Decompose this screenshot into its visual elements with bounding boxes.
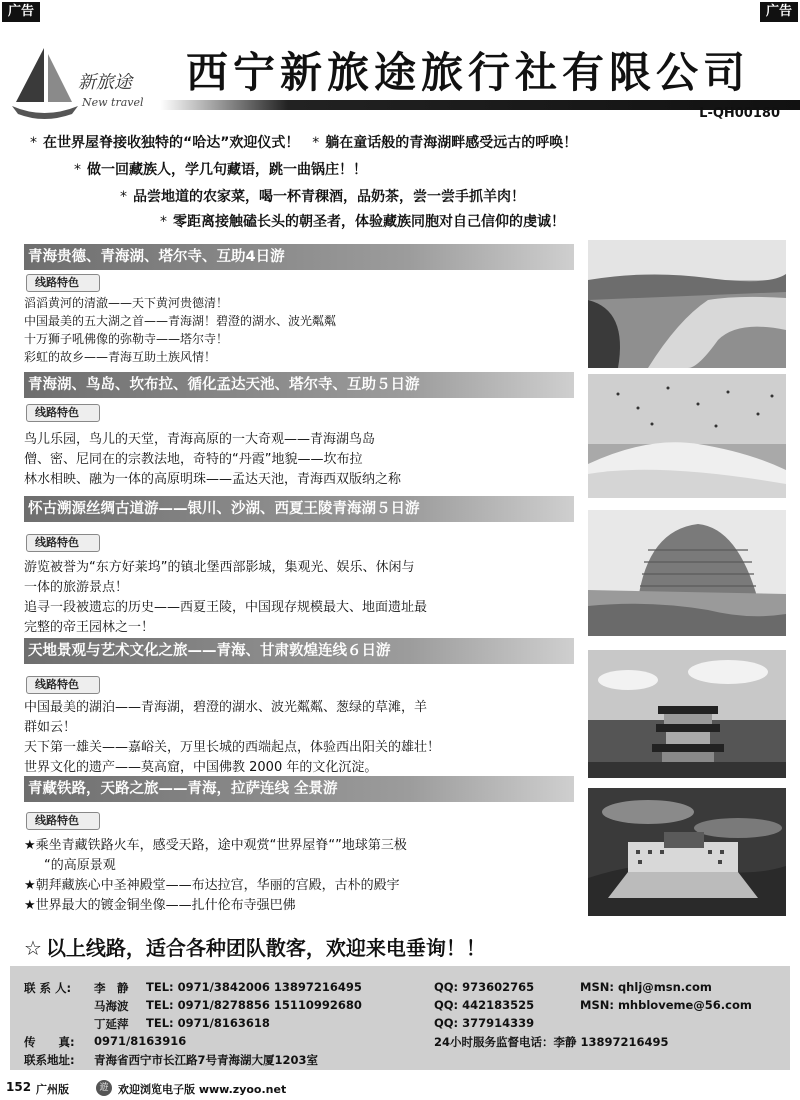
- route-title: 青海湖、鸟岛、坎布拉、循化孟达天池、塔尔寺、互助５日游: [24, 372, 574, 398]
- photo-western-xia-tombs: [588, 510, 786, 636]
- route-feature-badge: 线路特色: [26, 676, 100, 694]
- photo-yellow-river: [588, 240, 786, 368]
- route-description: [24, 294, 580, 366]
- contact-tel[interactable]: TEL: 0971/3842006 13897216495: [146, 980, 362, 994]
- edition-label: 广州版: [36, 1083, 69, 1096]
- route-feature-line: 完整的帝王园林之一！: [24, 620, 155, 635]
- photo-potala-palace: [588, 788, 786, 916]
- route-description: [24, 698, 580, 778]
- slogan-line: * 零距离接触磕长头的朝圣者，体验藏族同胞对自己信仰的虔诚！: [160, 214, 565, 230]
- contact-qq[interactable]: QQ: 973602765: [434, 980, 535, 994]
- route-title: 青藏铁路，天路之旅——青海，拉萨连线 全景游: [24, 776, 574, 802]
- route-feature-line: 鸟儿乐园，鸟儿的天堂，青海高原的一大奇观——青海湖鸟岛: [24, 432, 376, 447]
- contact-panel: [10, 966, 790, 1070]
- contact-label: 联 系 人:: [24, 981, 72, 995]
- route-feature-line: 世界文化的遗产——莫高窟，中国佛教 2000 年的文化沉淀。: [24, 760, 378, 775]
- slogan-line: * 做一回藏族人，学几句藏语，跳一曲锅庄！！: [74, 162, 367, 178]
- route-feature-line: 游览被誉为“东方好莱坞”的镇北堡西部影城，集观光、娱乐、休闲与: [24, 560, 415, 575]
- route-feature-line: 中国最美的湖泊——青海湖，碧澄的湖水、波光粼粼、葱绿的草滩，羊: [24, 700, 428, 715]
- logo-chinese-text: 新旅途: [78, 72, 132, 93]
- sailboat-logo-icon: [10, 44, 80, 120]
- contact-qq[interactable]: QQ: 377914339: [434, 1016, 535, 1030]
- route-feature-badge: 线路特色: [26, 812, 100, 830]
- route-feature-line: 僧、密、尼同在的宗教法地，奇特的“丹霞”地貌——坎布拉: [24, 452, 363, 467]
- route-title: 青海贵德、青海湖、塔尔寺、互助4日游: [24, 244, 574, 270]
- route-feature-line: 彩虹的故乡——青海互助土族风情！: [24, 350, 217, 364]
- route-feature-line: 十万狮子吼佛像的弥勒寺——塔尔寺！: [24, 332, 229, 346]
- contact-tel[interactable]: TEL: 0971/8163618: [146, 1016, 270, 1030]
- license-number: L-QH00180: [699, 106, 780, 121]
- slogan-line: * 在世界屋脊接收独特的“哈达”欢迎仪式！ * 躺在童话般的青海湖畔感受远古的呼唤！: [30, 135, 578, 151]
- contact-tel[interactable]: TEL: 0971/8278856 15110992680: [146, 998, 362, 1012]
- route-feature-line: 天下第一雄关——嘉峪关，万里长城的西端起点，体验西出阳关的雄壮！: [24, 740, 441, 755]
- fax-number: 0971/8163916: [94, 1034, 187, 1048]
- route-feature-line: 中国最美的五大湖之首——青海湖！碧澄的湖水、波光粼粼: [24, 314, 337, 328]
- page-footer: [0, 1078, 800, 1100]
- route-feature-line: ★世界最大的镀金铜坐像——扎什伦布寺强巴佛: [24, 898, 296, 913]
- route-feature-line: 滔滔黄河的清澈——天下黄河贵德清！: [24, 296, 229, 310]
- contact-msn[interactable]: MSN: qhlj@msn.com: [580, 980, 712, 994]
- address-label: 联系地址:: [24, 1053, 75, 1067]
- contact-msn[interactable]: MSN: mhbloveme@56.com: [580, 998, 752, 1012]
- route-description: [24, 836, 580, 916]
- site-badge-icon: 遊: [96, 1080, 112, 1096]
- route-feature-line: ★乘坐青藏铁路火车，感受天路，途中观赏“世界屋脊“”地球第三极: [24, 838, 407, 853]
- fax-label: 传 真:: [24, 1035, 75, 1049]
- page-number: 152: [6, 1080, 32, 1094]
- route-feature-line: ★朝拜藏族心中圣神殿堂——布达拉宫，华丽的宫殿，古朴的殿宇: [24, 878, 400, 893]
- route-description: [24, 558, 580, 638]
- route-feature-line: “的高原景观: [44, 858, 116, 873]
- route-feature-line: 群如云！: [24, 720, 77, 735]
- logo-english-text: New travel: [82, 96, 144, 109]
- service-hotline[interactable]: 24小时服务监督电话：李静 13897216495: [434, 1035, 669, 1049]
- star-outline-icon: ☆: [24, 936, 42, 960]
- contact-qq[interactable]: QQ: 442183525: [434, 998, 535, 1012]
- route-feature-line: 一体的旅游景点！: [24, 580, 129, 595]
- website-link[interactable]: 欢迎浏览电子版 www.zyoo.net: [118, 1083, 287, 1096]
- photo-bird-island: [588, 374, 786, 498]
- contact-name: 马海波: [94, 999, 129, 1013]
- slogan-line: * 品尝地道的农家菜，喝一杯青稞酒，品奶茶，尝一尝手抓羊肉！: [120, 189, 525, 205]
- header: [0, 18, 800, 126]
- contact-name: 丁延萍: [94, 1017, 129, 1031]
- ad-tag-left: 广告: [2, 2, 40, 22]
- route-feature-line: 追寻一段被遗忘的历史——西夏王陵，中国现存规模最大、地面遗址最: [24, 600, 428, 615]
- company-name: 西宁新旅途旅行社有限公司: [186, 48, 751, 97]
- route-feature-badge: 线路特色: [26, 274, 100, 292]
- route-title: 天地景观与艺术文化之旅——青海、甘肃敦煌连线６日游: [24, 638, 574, 664]
- route-title: 怀古溯源丝绸古道游——银川、沙湖、西夏王陵青海湖５日游: [24, 496, 574, 522]
- photo-jiayuguan-pass: [588, 650, 786, 778]
- address-text: 青海省西宁市长江路7号青海湖大厦1203室: [94, 1053, 319, 1067]
- ad-tag-right: 广告: [760, 2, 798, 22]
- route-feature-line: 林水相映、融为一体的高原明珠——孟达天池，青海西双版纳之称: [24, 472, 402, 487]
- route-description: [24, 430, 580, 490]
- call-to-action: ☆ 以上线路，适合各种团队散客，欢迎来电垂询！！: [24, 936, 486, 960]
- route-feature-badge: 线路特色: [26, 404, 100, 422]
- company-logo: [6, 38, 156, 120]
- route-feature-badge: 线路特色: [26, 534, 100, 552]
- contact-name: 李 静: [94, 981, 129, 995]
